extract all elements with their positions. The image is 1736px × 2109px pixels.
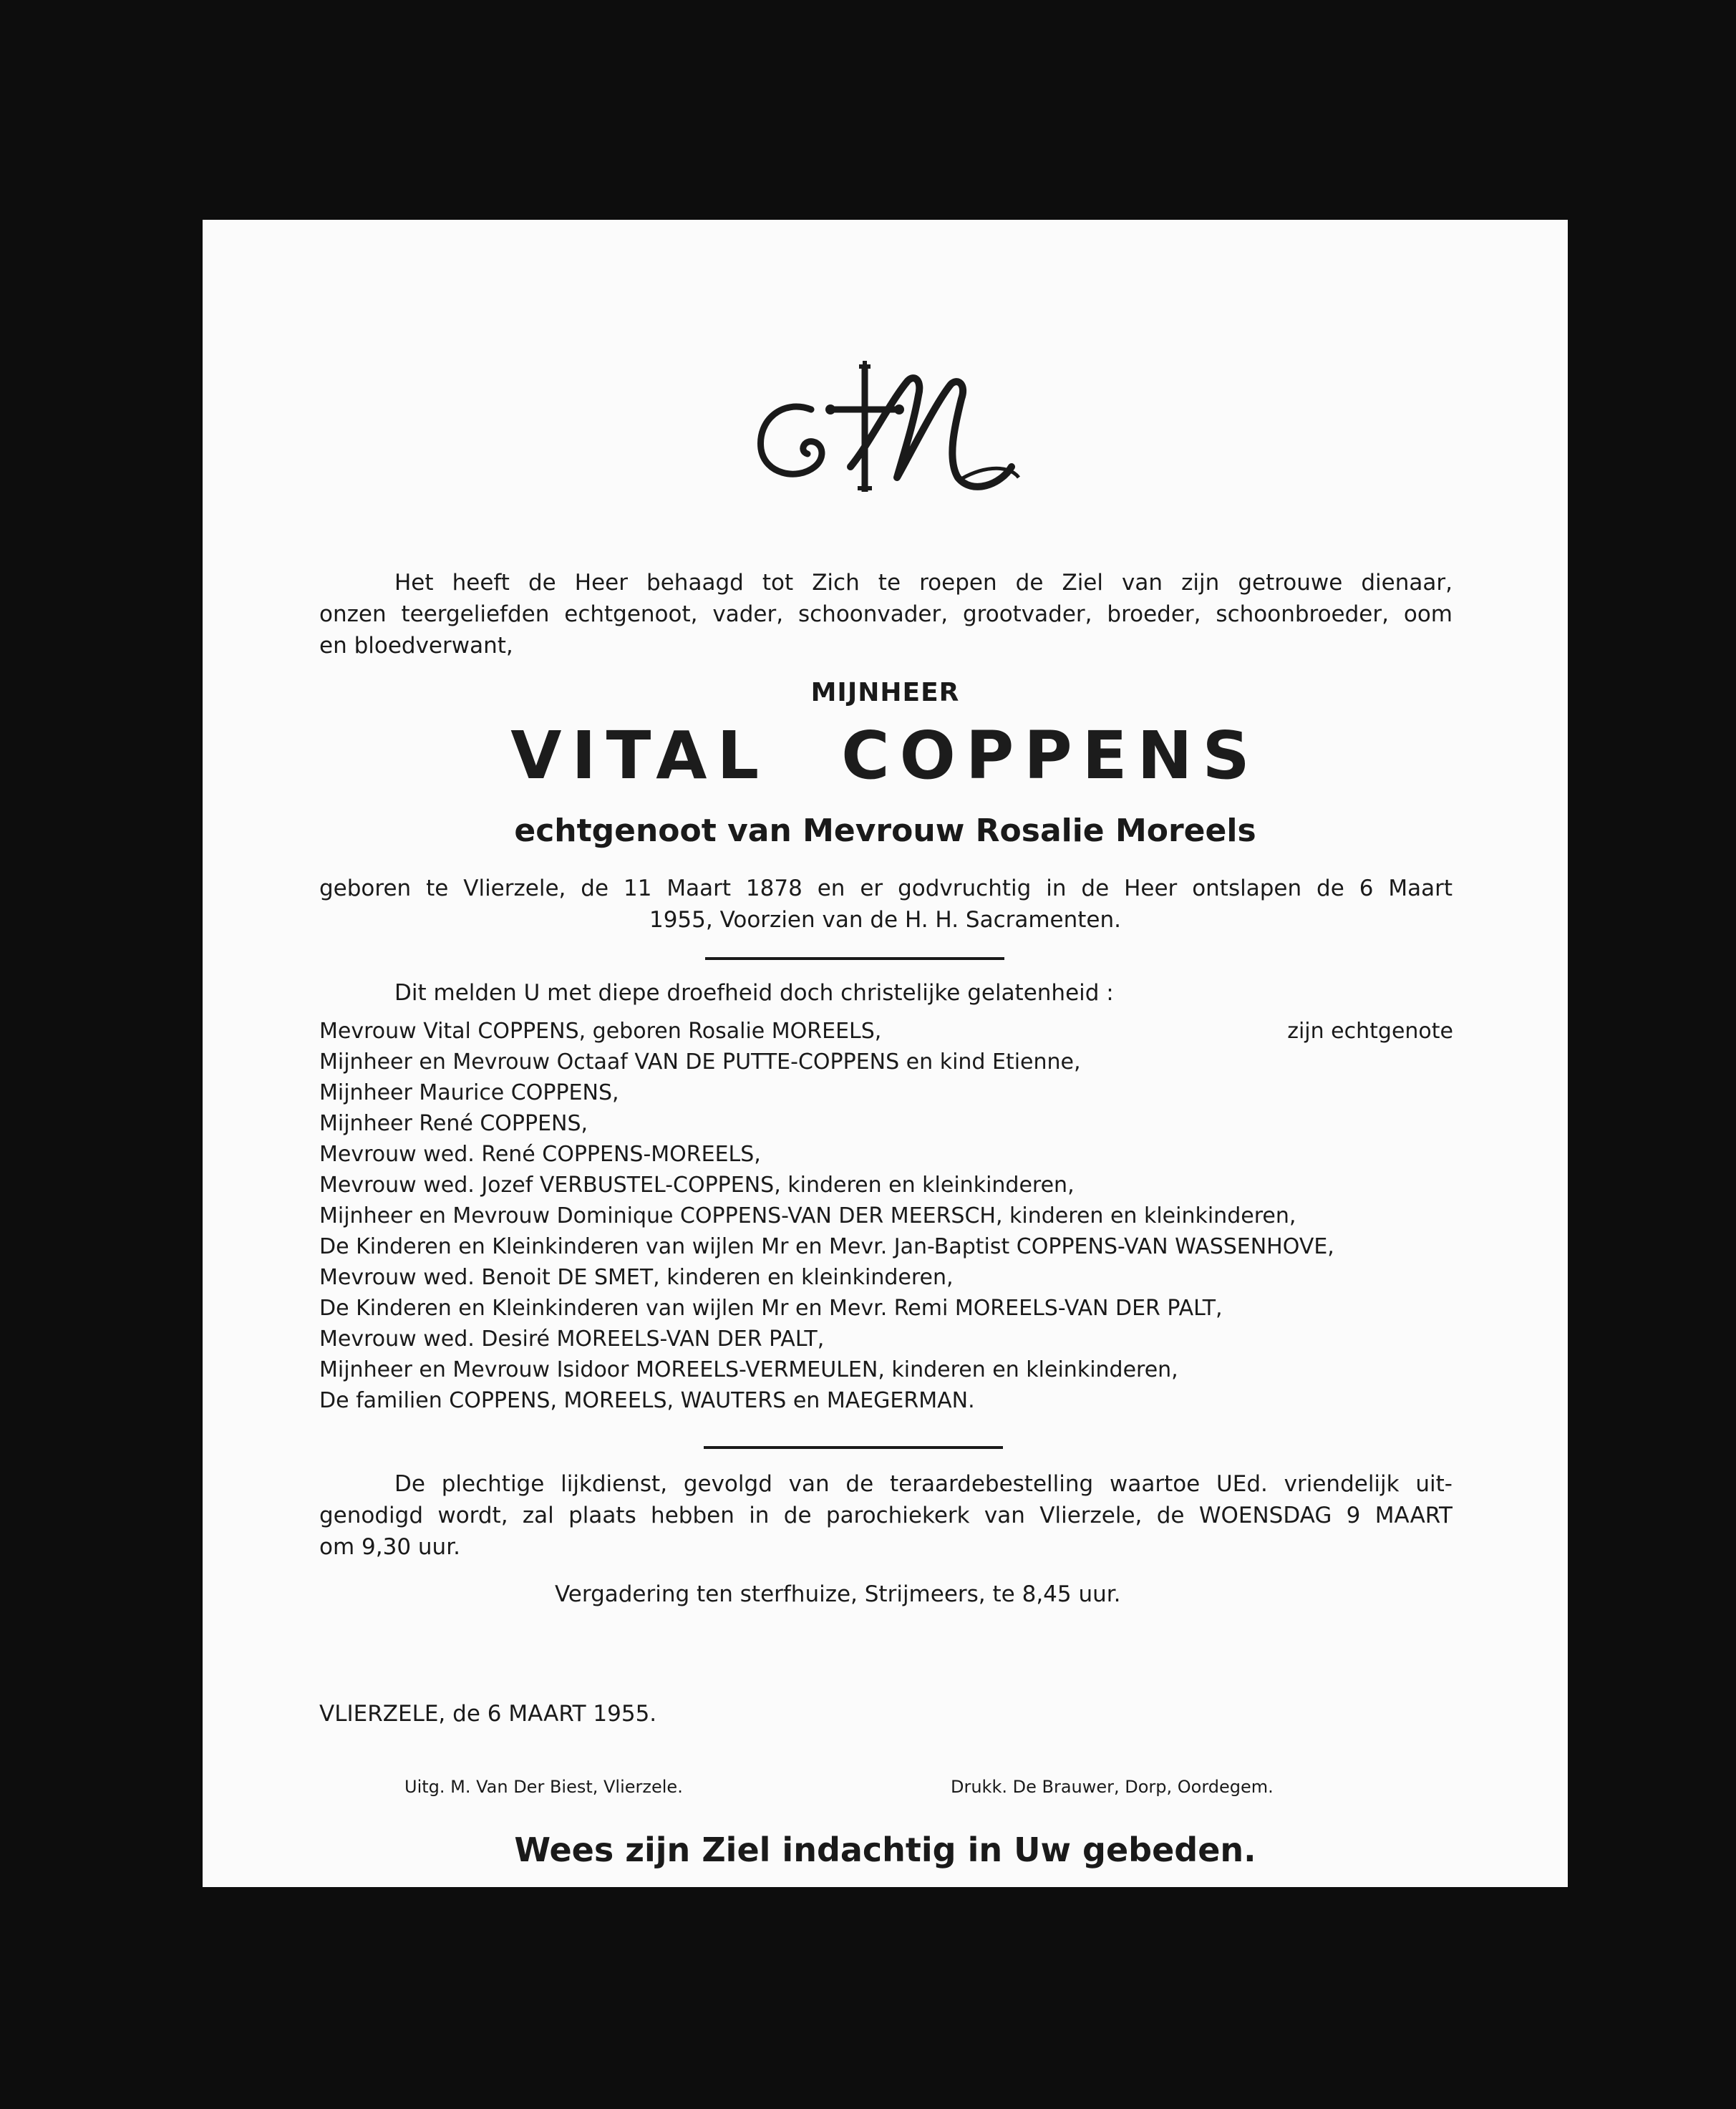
mourner-item: Mevrouw Vital COPPENS, geboren Rosalie MOREELS, xyxy=(319,1019,882,1044)
cross-and-m-monogram-icon xyxy=(743,359,1044,503)
divider-rule-1 xyxy=(705,957,1004,960)
gathering-line: Vergadering ten sterfhuize, Strijmeers, te 8,45 uur. xyxy=(555,1581,1121,1607)
mourner-item: Mevrouw wed. Jozef VERBUSTEL-COPPENS, kinderen en kleinkinderen, xyxy=(319,1173,1075,1198)
mourner-item: De familien COPPENS, MOREELS, WAUTERS en MAEGERMAN. xyxy=(319,1388,975,1413)
place-and-date: VLIERZELE, de 6 MAART 1955. xyxy=(319,1701,657,1727)
mourner-item: Mijnheer en Mevrouw Octaaf VAN DE PUTTE-COPPENS en kind Etienne, xyxy=(319,1049,1081,1075)
mourner-item: Mijnheer René COPPENS, xyxy=(319,1111,588,1136)
divider-rule-2 xyxy=(704,1446,1003,1449)
service-line-1: De plechtige lijkdienst, gevolgd van de teraardebestelling waartoe UEd. vriendelijk uit- xyxy=(394,1471,1453,1497)
service-line-3: om 9,30 uur. xyxy=(319,1534,460,1560)
printer-credit: Drukk. De Brauwer, Dorp, Oordegem. xyxy=(951,1777,1274,1797)
spouse-role: zijn echtgenote xyxy=(1287,1019,1453,1044)
mourner-item: De Kinderen en Kleinkinderen van wijlen Mr en Mevr. Jan-Baptist COPPENS-VAN WASSENHOVE, xyxy=(319,1234,1334,1259)
title-mijnheer: MIJNHEER xyxy=(810,678,960,707)
spouse-line: echtgenoot van Mevrouw Rosalie Moreels xyxy=(514,813,1256,849)
intro-line-2: onzen teergeliefden echtgenoot, vader, schoonvader, grootvader, broeder, schoonbroeder, oom xyxy=(319,601,1453,627)
service-line-2: genodigd wordt, zal plaats hebben in de parochiekerk van Vlierzele, de WOENSDAG 9 MAART xyxy=(319,1503,1453,1528)
mourner-item: Mevrouw wed. Benoit DE SMET, kinderen en kleinkinderen, xyxy=(319,1265,954,1290)
birth-line-1: geboren te Vlierzele, de 11 Maart 1878 en er godvruchtig in de Heer ontslapen de 6 Maart xyxy=(319,876,1453,901)
deceased-name: VITAL COPPENS xyxy=(510,717,1260,794)
funeral-notice-sheet xyxy=(203,220,1568,1887)
mourning-intro: Dit melden U met diepe droefheid doch christelijke gelatenheid : xyxy=(394,980,1114,1006)
mourner-item: Mijnheer en Mevrouw Isidoor MOREELS-VERMEULEN, kinderen en kleinkinderen, xyxy=(319,1357,1178,1382)
birth-line-2: 1955, Voorzien van de H. H. Sacramenten. xyxy=(649,907,1122,933)
intro-line-3: en bloedverwant, xyxy=(319,633,513,659)
mourner-item: Mevrouw wed. Desiré MOREELS-VAN DER PALT, xyxy=(319,1327,825,1352)
mourner-item: Mevrouw wed. René COPPENS-MOREELS, xyxy=(319,1142,761,1167)
mourner-item: Mijnheer Maurice COPPENS, xyxy=(319,1080,619,1105)
mourner-item: De Kinderen en Kleinkinderen van wijlen Mr en Mevr. Remi MOREELS-VAN DER PALT, xyxy=(319,1296,1223,1321)
memorial-motto: Wees zijn Ziel indachtig in Uw gebeden. xyxy=(514,1831,1256,1869)
mourner-item: Mijnheer en Mevrouw Dominique COPPENS-VAN DER MEERSCH, kinderen en kleinkinderen, xyxy=(319,1203,1296,1228)
intro-line-1: Het heeft de Heer behaagd tot Zich te roepen de Ziel van zijn getrouwe dienaar, xyxy=(394,570,1453,596)
publisher-credit: Uitg. M. Van Der Biest, Vlierzele. xyxy=(404,1777,683,1797)
